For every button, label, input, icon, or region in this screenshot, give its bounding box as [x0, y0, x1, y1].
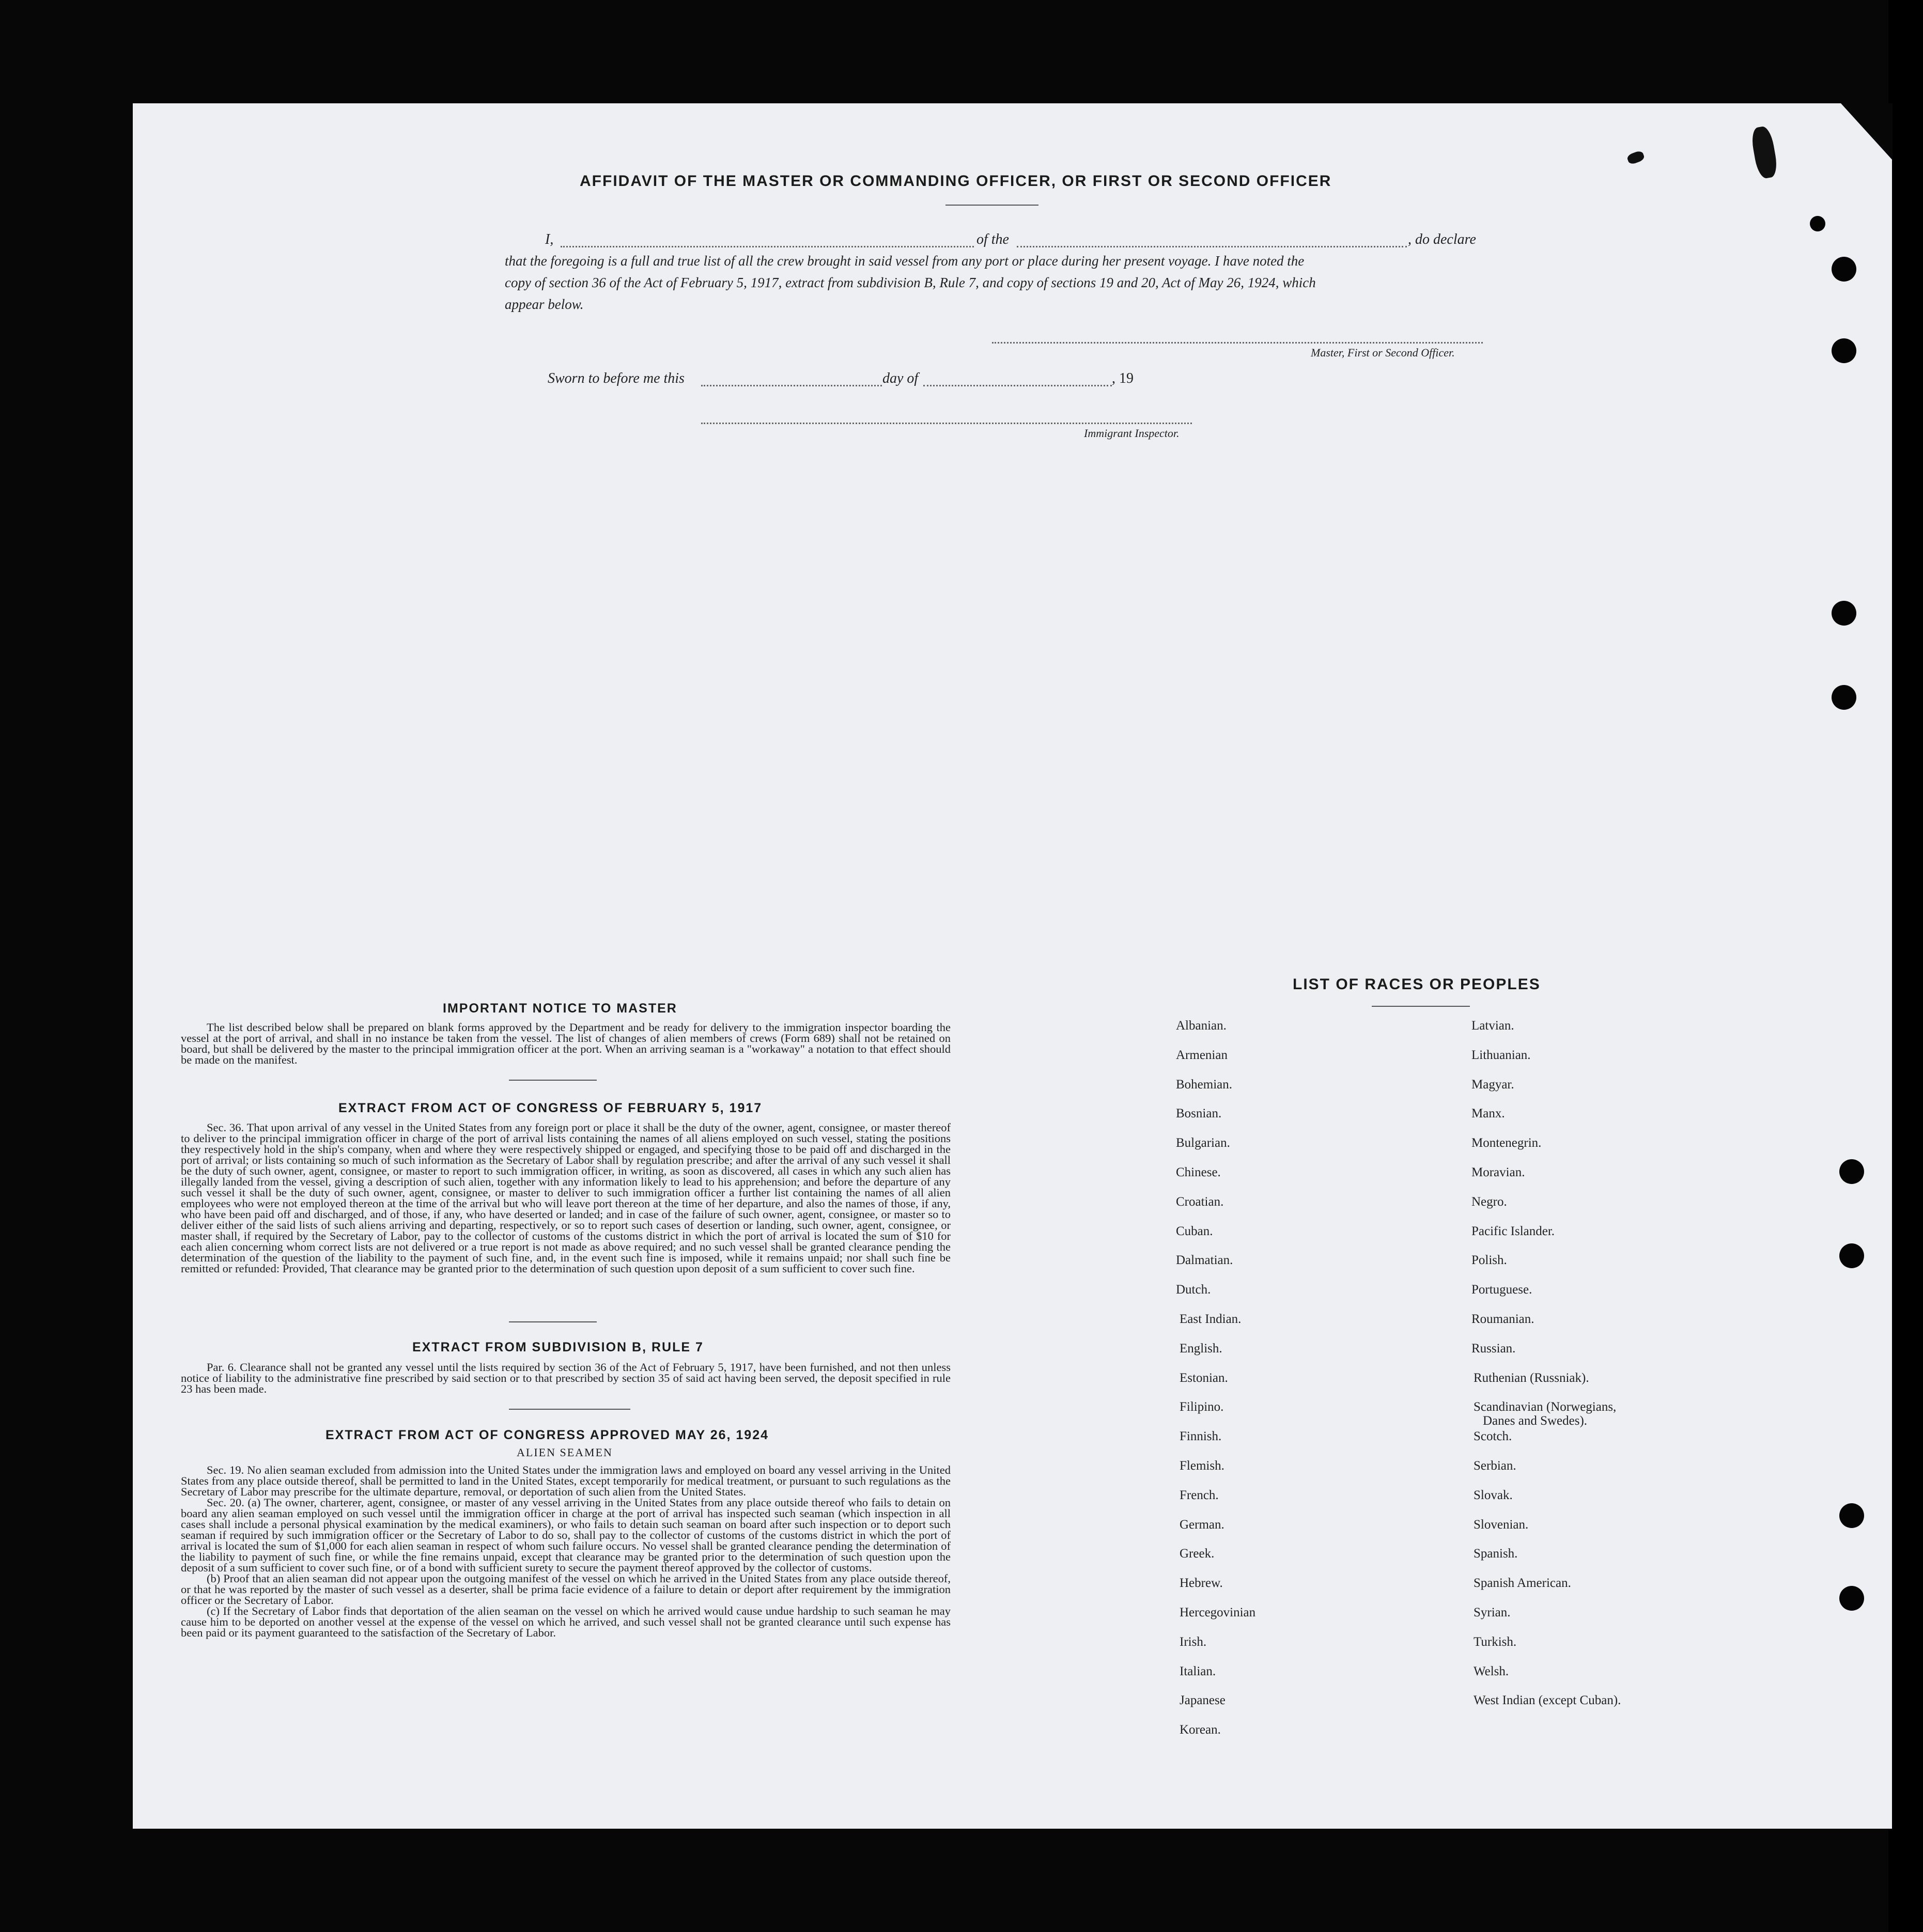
- race-list-item: Irish.: [1180, 1634, 1207, 1649]
- race-list-item: Roumanian.: [1471, 1312, 1534, 1326]
- master-signature-label: Master, First or Second Officer.: [1311, 346, 1455, 359]
- race-list-item: Turkish.: [1474, 1634, 1517, 1649]
- of-the-label: of the: [976, 231, 1009, 247]
- race-list-item: Flemish.: [1180, 1459, 1224, 1473]
- scan-edge: [1888, 0, 1923, 1932]
- master-signature-field[interactable]: [992, 342, 1483, 344]
- race-list-item: West Indian (except Cuban).: [1474, 1693, 1621, 1708]
- races-title-rule: [1372, 1006, 1470, 1007]
- extract-rule7-text: [181, 1362, 951, 1394]
- race-list-item: Manx.: [1471, 1107, 1505, 1121]
- section-rule: [509, 1080, 597, 1081]
- punch-hole: [1810, 216, 1825, 231]
- race-list-item: Montenegrin.: [1471, 1136, 1542, 1150]
- race-list-item: Finnish.: [1180, 1429, 1222, 1444]
- race-list-item: Cuban.: [1176, 1224, 1213, 1238]
- do-declare-label: , do declare: [1408, 231, 1476, 247]
- race-list-item: Spanish.: [1474, 1547, 1518, 1561]
- race-list-item: Bulgarian.: [1176, 1136, 1230, 1150]
- race-list-item: East Indian.: [1180, 1312, 1242, 1326]
- punch-hole: [1839, 1243, 1864, 1268]
- punch-hole: [1832, 257, 1856, 282]
- extract-1924-title: EXTRACT FROM ACT OF CONGRESS APPROVED MAY 26, 1924: [325, 1428, 769, 1442]
- race-list-item: Filipino.: [1180, 1400, 1224, 1414]
- race-list-item: French.: [1180, 1488, 1219, 1502]
- race-list-item: Syrian.: [1474, 1606, 1511, 1619]
- race-list-item: German.: [1180, 1517, 1224, 1532]
- affidavit-title: AFFIDAVIT OF THE MASTER OR COMMANDING OFFICER, OR FIRST OR SECOND OFFICER: [580, 173, 1332, 190]
- sworn-label: Sworn to before me this: [548, 370, 685, 386]
- notice-body: The list described below shall be prepared on blank forms approved by the Department and be ready for delivery to the immigration inspector boarding the vessel at the port of arrival, and shall in no instance be taken from the vessel. The list of changes of alien members of crews (Form 689) shall not be retained on board, but shall be delivered by the master to the principal immigration officer at the port. When an arriving seaman is a "workaway" a notation to that effect should be made on the manifest.: [181, 1021, 951, 1066]
- race-list-item: Albanian.: [1176, 1019, 1227, 1033]
- punch-hole: [1832, 601, 1856, 626]
- day-of-label: day of: [882, 370, 919, 386]
- declaration-line: appear below.: [505, 297, 584, 312]
- sworn-month-field[interactable]: [923, 385, 1112, 386]
- extract-1924-subtitle: ALIEN SEAMEN: [517, 1446, 613, 1459]
- race-list-item: Lithuanian.: [1471, 1048, 1531, 1062]
- race-list-item: Greek.: [1180, 1547, 1215, 1561]
- rule7-body: Par. 6. Clearance shall not be granted any vessel until the lists required by section 36 of the Act of February 5, 1917, have been furnished, and not then unless notice of liability to the administrative fine prescribed by said section or to that prescribed by section 35 of said act having been served, the deposit specified in rule 23 has been made.: [181, 1361, 951, 1395]
- races-title: LIST OF RACES OR PEOPLES: [1293, 976, 1541, 993]
- year-label: , 19: [1112, 370, 1134, 386]
- race-list-item: Slovak.: [1474, 1488, 1513, 1502]
- race-list-item: English.: [1180, 1341, 1222, 1355]
- race-list-item: Scandinavian (Norwegians,: [1474, 1400, 1617, 1414]
- extract-rule7-title: EXTRACT FROM SUBDIVISION B, RULE 7: [412, 1340, 704, 1354]
- race-list-item: Negro.: [1471, 1194, 1507, 1209]
- race-list-item: Polish.: [1471, 1253, 1507, 1268]
- race-list-item: Armenian: [1176, 1048, 1228, 1062]
- race-list-item: Bosnian.: [1176, 1107, 1222, 1121]
- race-list-item: Moravian.: [1471, 1165, 1525, 1179]
- title-rule: [945, 205, 1038, 206]
- race-list-item: Hebrew.: [1180, 1576, 1223, 1591]
- race-list-item: Chinese.: [1176, 1165, 1221, 1179]
- race-list-item: Dalmatian.: [1176, 1253, 1233, 1268]
- race-list-item: Pacific Islander.: [1471, 1224, 1555, 1238]
- notice-text: [181, 1022, 951, 1065]
- declarant-label: I,: [545, 231, 554, 247]
- race-list-item: Portuguese.: [1471, 1283, 1532, 1297]
- race-list-item: Japanese: [1180, 1693, 1226, 1708]
- punch-hole: [1839, 1503, 1864, 1528]
- race-list-item: Bohemian.: [1176, 1077, 1233, 1092]
- race-list-item: Magyar.: [1471, 1077, 1514, 1092]
- extract-1917-text: [181, 1122, 951, 1274]
- declaration-line: copy of section 36 of the Act of February 5, 1917, extract from subdivision B, Rule 7, and copy of sections 19 and 20, Act of May 26, 1924, which: [505, 275, 1316, 290]
- race-list-item: Danes and Swedes).: [1483, 1414, 1588, 1428]
- punch-hole: [1839, 1159, 1864, 1184]
- section-19-body: Sec. 19. No alien seaman excluded from admission into the United States under the immigration laws and employed on board any vessel arriving in the United States from any place outside thereof, shall be permitted to land in the United States, except temporarily for medical treatment, or pursuant to such regulations as the Secretary of Labor may prescribe for the ultimate departure, removal, or deportation of such alien from the United States.: [181, 1463, 951, 1498]
- race-list-item: Slovenian.: [1474, 1517, 1529, 1532]
- inspector-signature-field[interactable]: [701, 423, 1192, 424]
- race-list-item: Croatian.: [1176, 1194, 1224, 1209]
- declaration-line: that the foregoing is a full and true list of all the crew brought in said vessel from any port or place during her present voyage. I have noted the: [505, 253, 1305, 269]
- extract-1917-title: EXTRACT FROM ACT OF CONGRESS OF FEBRUARY 5, 1917: [338, 1101, 763, 1115]
- race-list-item: Ruthenian (Russniak).: [1474, 1370, 1589, 1385]
- declarant-name-field[interactable]: [561, 246, 974, 247]
- extract-1924-text: [181, 1464, 951, 1638]
- punch-hole: [1832, 685, 1856, 710]
- page-corner-fold: [1841, 103, 1893, 160]
- race-list-item: Korean.: [1180, 1723, 1221, 1737]
- inspector-label: Immigrant Inspector.: [1084, 427, 1180, 440]
- race-list-item: Spanish American.: [1474, 1576, 1571, 1591]
- race-list-item: Dutch.: [1176, 1283, 1211, 1297]
- race-list-item: Serbian.: [1474, 1459, 1516, 1473]
- race-list-item: Italian.: [1180, 1664, 1216, 1678]
- section-20b-body: (b) Proof that an alien seaman did not appear upon the outgoing manifest of the vessel on which he arrived in the United States from any place outside thereof, or that he was reported by the master of such vessel as a deserter, shall be prima facie evidence of a failure to detain or deport after requirement by the immigration officer or the Secretary of Labor.: [181, 1572, 951, 1607]
- section-rule: [509, 1321, 597, 1322]
- section-rule: [509, 1409, 630, 1410]
- sworn-day-field[interactable]: [701, 385, 882, 386]
- race-list-item: Estonian.: [1180, 1370, 1228, 1385]
- notice-title: IMPORTANT NOTICE TO MASTER: [443, 1001, 677, 1016]
- section-20a-body: Sec. 20. (a) The owner, charterer, agent, consignee, or master of any vessel arriving in the United States from any place outside thereof who fails to detain on board any alien seaman employed on such vessel until the immigration officer in charge at the port of arrival has inspected such seaman (which inspection in all cases shall include a personal physical examination by the medical examiners), or who fails to detain such seaman on board after such inspection or to deport such seaman if required by such immigration officer or the Secretary of Labor to do so, shall pay to the collector of customs of the customs district in which the port of arrival is located the sum of $1,000 for each alien seaman in respect of whom such failure occurs. No vessel shall be granted clearance pending the determination of the liability to payment of such fine, or while the fine remains unpaid, except that clearance may be granted prior to the determination of such question upon the deposit of a sum sufficient to cover such fine, or of a bond with sufficient surety to secure the payment thereof approved by the collector of customs.: [181, 1496, 951, 1574]
- vessel-name-field[interactable]: [1017, 246, 1407, 247]
- race-list-item: Scotch.: [1474, 1429, 1512, 1444]
- punch-hole: [1832, 338, 1856, 363]
- section-36-body: Sec. 36. That upon arrival of any vessel in the United States from any foreign port or place it shall be the duty of the owner, agent, consignee, or master thereof to deliver to the principal immigration officer in charge of the port of arrival lists containing the names of all aliens employed on such vessel, stating the positions they respectively hold in the ship's company, when and where they were respectively shipped or engaged, and specifying those to be paid off and discharged in the port of arrival; or lists containing so much of such information as the Secretary of Labor shall by regulation prescribe; and after the arrival of any such vessel it shall be the duty of such owner, agent, consignee, or master to report to such immigration officer, in writing, as soon as discovered, all cases in which any such alien has illegally landed from the vessel, giving a description of such alien, together with any information likely to lead to his apprehension; and before the departure of any such vessel it shall be the duty of such owner, agent, consignee, or master to deliver to such immigration officer a further list containing the names of all alien employees who were not employed thereon at the time of the arrival but who will leave port thereon at the time of her departure, and also the names of those, if any, who have been paid off and discharged, and of those, if any, who have deserted or landed; and in case of the failure of such owner, agent, consignee, or master so to deliver either of the said lists of such aliens arriving and departing, respectively, or so to report such cases of desertion or landing, such owner, agent, consignee, or master shall, if required by the Secretary of Labor, pay to the collector of customs of the customs district in which the port of arrival is located the sum of $10 for each alien concerning whom correct lists are not delivered or a true report is not made as above required; and no such vessel shall be granted clearance pending the determination of the question of the liability to the payment of such fine, and, in the event such fine is imposed, while it remains unpaid; nor shall such fine be remitted or refunded: Provided, That clearance may be granted prior to the determination of such question upon deposit of a sum sufficient to cover such fine.: [181, 1121, 951, 1275]
- punch-hole: [1839, 1586, 1864, 1611]
- race-list-item: Welsh.: [1474, 1664, 1509, 1678]
- race-list-item: Latvian.: [1471, 1019, 1514, 1033]
- race-list-item: Hercegovinian: [1180, 1606, 1256, 1619]
- race-list-item: Russian.: [1471, 1341, 1516, 1355]
- section-20c-body: (c) If the Secretary of Labor finds that deportation of the alien seaman on the vessel on which he arrived would cause undue hardship to such seaman he may cause him to be deported on another vessel at the expense of the vessel on which he arrived, and such vessel shall not be granted clearance until such expense has been paid or its payment guaranteed to the satisfaction of the Secretary of Labor.: [181, 1604, 951, 1639]
